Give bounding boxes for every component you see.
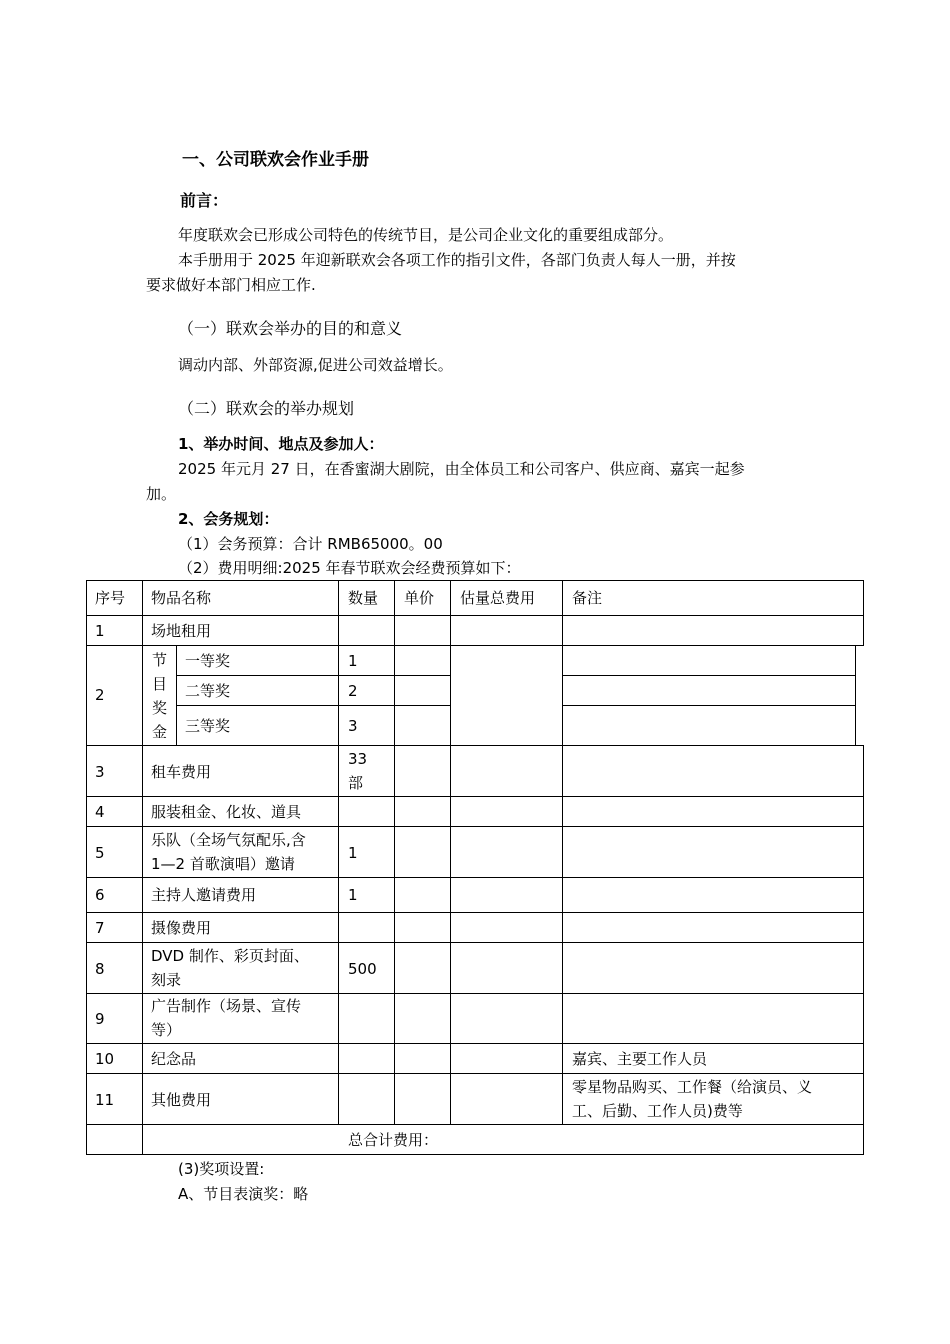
header-quantity: 数量 <box>348 589 379 607</box>
row-5-name-line-2: 1—2 首歌演唱）邀请 <box>151 855 295 873</box>
row-2-sub-3-qty: 3 <box>348 717 358 735</box>
row-3-qty-line-1: 33 <box>348 750 368 768</box>
row-3-qty-line-2: 部 <box>348 774 364 792</box>
section-1-text: 调动内部、外部资源,促进公司效益增长。 <box>178 356 453 374</box>
row-7-no: 7 <box>95 919 105 937</box>
row-2-sub-2-qty: 2 <box>348 682 358 700</box>
row-2-sub-2-name: 二等奖 <box>185 682 231 700</box>
row-7-name: 摄像费用 <box>151 919 212 937</box>
row-8-name-line-1: DVD 制作、彩页封面、 <box>151 947 309 965</box>
row-4-name: 服装租金、化妆、道具 <box>151 803 302 821</box>
row-2-sub-1-qty: 1 <box>348 652 358 670</box>
row-6-no: 6 <box>95 886 105 904</box>
subsection-1-line-2: 加。 <box>146 485 177 503</box>
header-remarks: 备注 <box>572 589 603 607</box>
detail-line: （2）费用明细:2025 年春节联欢会经费预算如下： <box>178 559 521 577</box>
row-1-name: 场地租用 <box>151 622 212 640</box>
row-11-name: 其他费用 <box>151 1091 212 1109</box>
row-11-note-line-1: 零星物品购买、工作餐（给演员、义 <box>572 1078 813 1096</box>
row-2-sub-3-name: 三等奖 <box>185 717 231 735</box>
row-10-note: 嘉宾、主要工作人员 <box>572 1050 708 1068</box>
row-3-name: 租车费用 <box>151 763 212 781</box>
row-8-qty: 500 <box>348 960 377 978</box>
row-9-name-line-1: 广告制作（场景、宣传 <box>151 997 302 1015</box>
row-11-no: 11 <box>95 1091 115 1109</box>
preface-heading: 前言： <box>180 191 229 210</box>
row-1-no: 1 <box>95 622 105 640</box>
row-5-qty: 1 <box>348 844 358 862</box>
header-estimated-total: 估量总费用 <box>460 589 536 607</box>
document-title: 一、公司联欢会作业手册 <box>182 150 369 170</box>
subsection-2-heading: 2、会务规划： <box>178 510 279 528</box>
row-4-no: 4 <box>95 803 105 821</box>
row-10-name: 纪念品 <box>151 1050 197 1068</box>
row-5-no: 5 <box>95 844 105 862</box>
row-2-sub-1-name: 一等奖 <box>185 652 231 670</box>
subsection-1-line-1: 2025 年元月 27 日，在香蜜湖大剧院，由全体员工和公司客户、供应商、嘉宾一起参 <box>178 460 745 478</box>
preface-paragraph-1: 年度联欢会已形成公司特色的传统节目，是公司企业文化的重要组成部分。 <box>178 226 674 244</box>
row-9-name-line-2: 等） <box>151 1021 182 1039</box>
budget-line: （1）会务预算：合计 RMB65000。00 <box>178 535 443 553</box>
awards-line: (3)奖项设置: <box>178 1160 265 1178</box>
row-2-no: 2 <box>95 686 105 704</box>
row-6-qty: 1 <box>348 886 358 904</box>
total-label: 总合计费用： <box>348 1131 439 1149</box>
subsection-1-heading: 1、举办时间、地点及参加人： <box>178 435 384 453</box>
row-8-name-line-2: 刻录 <box>151 971 182 989</box>
row-9-no: 9 <box>95 1010 105 1028</box>
header-item-name: 物品名称 <box>151 589 212 607</box>
section-1-heading: （一）联欢会举办的目的和意义 <box>178 319 403 338</box>
row-5-name-line-1: 乐队（全场气氛配乐,含 <box>151 831 306 849</box>
row-6-name: 主持人邀请费用 <box>151 886 257 904</box>
section-2-heading: （二）联欢会的举办规划 <box>178 399 355 418</box>
row-3-no: 3 <box>95 763 105 781</box>
award-a-line: A、节目表演奖：略 <box>178 1185 309 1203</box>
row-10-no: 10 <box>95 1050 115 1068</box>
row-2-group-label: 节 目 奖 金 <box>152 651 168 741</box>
header-unit-price: 单价 <box>404 589 435 607</box>
row-11-note-line-2: 工、后勤、工作人员)费等 <box>572 1102 743 1120</box>
row-8-no: 8 <box>95 960 105 978</box>
preface-paragraph-2-line-2: 要求做好本部门相应工作. <box>146 276 316 294</box>
header-no: 序号 <box>95 589 126 607</box>
preface-paragraph-2-line-1: 本手册用于 2025 年迎新联欢会各项工作的指引文件，各部门负责人每人一册，并按 <box>178 251 736 269</box>
